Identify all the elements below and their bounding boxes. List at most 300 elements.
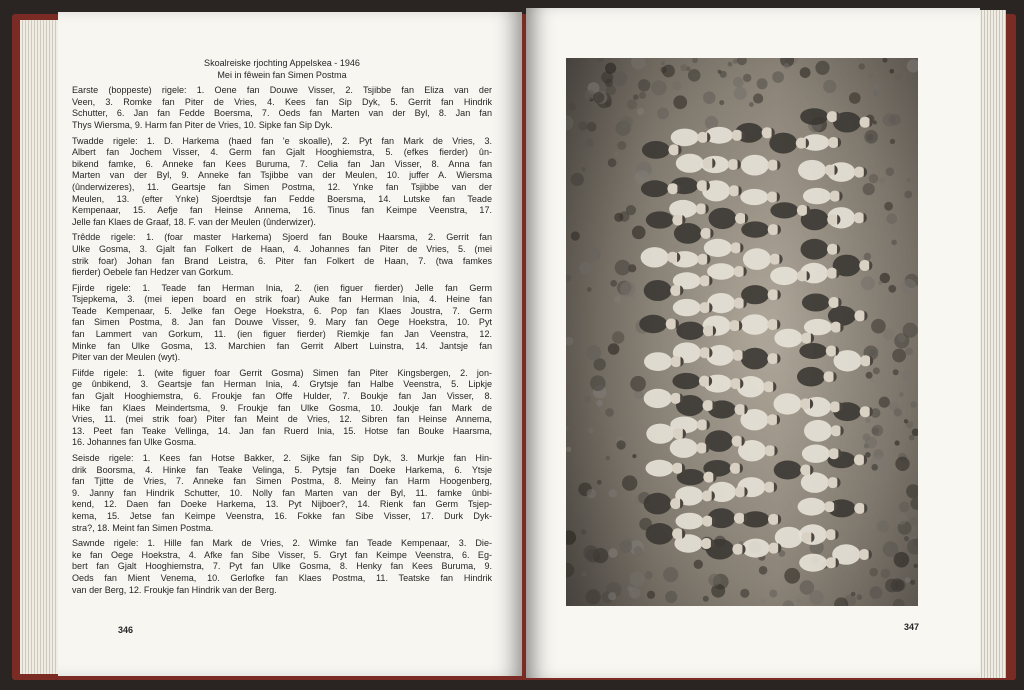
foliage-texture	[904, 419, 908, 423]
foliage-texture	[910, 517, 918, 525]
foliage-texture	[877, 520, 889, 532]
figure-body	[741, 348, 769, 370]
text-line: ge ûnbikend, 3. Geartsje fan Herman Inia, 4. Grytsje fan Halbe Veenstra, 5. Lipkje	[72, 379, 492, 390]
figure-head	[827, 214, 838, 225]
foliage-texture	[627, 99, 637, 109]
foliage-texture	[870, 586, 883, 599]
figure-head	[768, 224, 779, 235]
figure-body	[676, 513, 704, 530]
text-line: stra?, 18. Meint fan Simen Postma.	[72, 522, 214, 533]
figure-head	[829, 191, 840, 202]
figure-head	[697, 419, 708, 430]
figure-body	[642, 141, 670, 159]
figure-body	[644, 389, 672, 408]
figure-head	[826, 557, 837, 568]
foliage-texture	[809, 590, 824, 605]
foliage-texture	[593, 92, 604, 103]
text-line: bert fan Gjalt Hooghiemstra, 7. Pyt fan Ulke Gosma, 8. Henky fan Kees Buruma, 9.	[72, 561, 492, 572]
text-line: fan Lammert van Gorkum, 11. (ien figuer fierder) Riemkje fan Jan Veenstra, 12.	[72, 329, 492, 340]
foliage-texture	[893, 369, 899, 375]
foliage-texture	[688, 69, 701, 82]
figure-head	[735, 486, 746, 497]
foliage-texture	[665, 591, 677, 603]
foliage-texture	[614, 296, 621, 303]
foliage-texture	[734, 87, 747, 100]
text-line: Oeds fan Mient Venema, 10. Gerlofke fan Klaes Postma, 11. Teatske fan Hindrik	[72, 572, 492, 583]
figure-body	[802, 294, 830, 312]
foliage-texture	[909, 435, 915, 441]
figure-head	[668, 144, 679, 155]
foliage-texture	[873, 367, 880, 374]
figure-body	[646, 523, 674, 545]
foliage-texture	[889, 81, 894, 86]
foliage-texture	[587, 489, 597, 499]
figure-head	[699, 376, 710, 387]
foliage-texture	[720, 71, 727, 78]
page-number-left: 346	[118, 625, 134, 635]
figure-head	[734, 266, 745, 277]
figure-head	[696, 443, 707, 454]
figure-head	[826, 346, 837, 357]
figure-head	[762, 127, 773, 138]
figure-head	[827, 477, 838, 488]
figure-body	[641, 247, 669, 267]
text-line: Hike fan Klaes Meindertsma, 9. Froukje fan Ulke Gosma, 10. Joukje fan Mark de	[72, 402, 492, 413]
foliage-texture	[608, 343, 620, 355]
foliage-texture	[878, 281, 882, 285]
figure-head	[831, 425, 842, 436]
figure-head	[830, 322, 841, 333]
foliage-texture	[879, 397, 890, 408]
figure-body	[676, 322, 704, 340]
foliage-texture	[614, 213, 623, 222]
figure-body	[798, 160, 826, 180]
foliage-texture	[889, 114, 901, 126]
foliage-texture	[622, 475, 637, 490]
figure-body	[641, 180, 669, 197]
figure-head	[699, 275, 710, 286]
figure-head	[854, 310, 865, 321]
figure-head	[800, 398, 811, 409]
foliage-texture	[728, 62, 733, 67]
foliage-texture	[587, 287, 592, 292]
foliage-texture	[769, 590, 777, 598]
foliage-texture	[899, 502, 910, 513]
figure-head	[667, 252, 678, 263]
text-line: Schutter, 6. Jan fan Fedde Boersma, 7. Oeds fan Marten van der Byl, 8. Jan fan	[72, 108, 492, 119]
foliage-texture	[608, 548, 617, 557]
foliage-texture	[694, 560, 703, 569]
foliage-texture	[905, 577, 911, 583]
figure-head	[767, 414, 778, 425]
figure-body	[741, 314, 769, 335]
foliage-texture	[905, 348, 913, 356]
foliage-texture	[904, 536, 909, 541]
figure-head	[797, 270, 808, 281]
row-paragraph	[72, 368, 492, 449]
foliage-texture	[571, 173, 584, 186]
foliage-texture	[899, 392, 904, 397]
text-line: kend, 12. Daen fan Doeke Harkema, 13. Pyt Nijboer?, 14. Rienk fan Germ Tsjep-	[72, 499, 492, 510]
left-page-text	[72, 58, 492, 596]
foliage-texture	[583, 545, 599, 561]
figure-head	[763, 381, 774, 392]
figure-head	[699, 302, 710, 313]
figure-body	[644, 352, 672, 371]
text-line: Veen, 3. Romke fan Piter de Vries, 4. Kees fan Sip Dyk, 5. Gerrit fan Hindrik	[72, 96, 492, 107]
foliage-texture	[708, 574, 721, 587]
foliage-texture	[887, 213, 898, 224]
foliage-texture	[869, 568, 878, 577]
foliage-texture	[890, 139, 895, 144]
foliage-texture	[639, 92, 646, 99]
figure-body	[804, 420, 832, 442]
foliage-texture	[579, 262, 591, 274]
foliage-texture	[884, 202, 893, 211]
figure-head	[672, 528, 683, 539]
foliage-texture	[615, 260, 631, 276]
figure-body	[673, 299, 701, 316]
foliage-texture	[872, 427, 879, 434]
text-line: kema, 15. Jetse fan Keimpe Veenstra, 16. Fokke fan Sibe Visser, 17. Durk Dyk-	[72, 510, 492, 521]
row-paragraph	[72, 283, 492, 364]
foliage-texture	[703, 91, 716, 104]
foliage-texture	[904, 191, 912, 199]
figure-head	[730, 242, 741, 253]
figure-head	[703, 325, 714, 336]
foliage-texture	[797, 599, 801, 603]
figure-body	[770, 267, 798, 285]
foliage-texture	[897, 334, 905, 342]
foliage-texture	[800, 67, 811, 78]
foliage-texture	[634, 546, 643, 555]
figure-body	[671, 129, 699, 147]
foliage-texture	[571, 231, 580, 240]
figure-head	[828, 448, 839, 459]
figure-head	[859, 260, 870, 271]
row-paragraph	[72, 85, 492, 131]
text-line: Sawnde rigele: 1. Hille fan Mark de Vries, 2. Wimke fan Teade Kempenaar, 3. Die-	[72, 538, 492, 549]
foliage-texture	[865, 436, 877, 448]
foliage-texture	[663, 567, 678, 582]
foliage-texture	[733, 77, 744, 88]
figure-head	[697, 180, 708, 191]
figure-body	[740, 189, 768, 205]
foliage-texture	[597, 480, 602, 485]
foliage-texture	[673, 81, 682, 90]
figure-head	[696, 203, 707, 214]
text-line: drik Boorsma, 4. Hinke fan Teake Velinga, 5. Pytsje fan Doeke Harkema, 6. Ytsje	[72, 464, 492, 475]
text-line: Minke fan Ulke Gosma, 13. Marchien fan Gerrit Albert Luinstra, 14. Jantsje fan	[72, 340, 492, 351]
foliage-texture	[902, 370, 912, 380]
figure-body	[804, 319, 832, 335]
foliage-texture	[869, 174, 878, 183]
foliage-texture	[566, 447, 571, 452]
figure-head	[673, 428, 684, 439]
foliage-texture	[626, 205, 636, 215]
foliage-texture	[673, 95, 687, 109]
foliage-texture	[906, 178, 911, 183]
foliage-texture	[891, 240, 897, 246]
figure-body	[644, 493, 672, 515]
row-paragraph	[72, 232, 492, 278]
text-line: fan Tjitte de Vries, 7. Anneke fan Simen Postma, 8. Meiny fan Harm Hoogenberg,	[72, 476, 492, 487]
text-line: Seisde rigele: 1. Kees fan Hotse Bakker, 2. Sijke fan Sip Dyk, 3. Murkje fan Hin-	[72, 453, 492, 463]
figure-head	[703, 472, 714, 483]
figure-head	[828, 137, 839, 148]
text-line: Teade Kempenaar, 5. Jelke fan Oege Hoekstra, 6. Pop fan Klaes Joustra, 7. Germ	[72, 305, 492, 316]
figure-head	[735, 404, 746, 415]
foliage-texture	[616, 440, 625, 449]
foliage-texture	[910, 580, 915, 585]
figure-head	[729, 320, 740, 331]
text-line: fan Simen Postma, 8. Jan fan Douwe Visser, 9. Mary fan Oege Hoekstra, 10. Pyt	[72, 317, 492, 328]
figure-body	[741, 155, 769, 176]
foliage-texture	[586, 247, 601, 262]
figure-head	[830, 401, 841, 412]
figure-head	[768, 289, 779, 300]
row-descriptions	[72, 85, 492, 596]
figure-body	[741, 221, 769, 237]
row-paragraph	[72, 538, 492, 596]
figure-body	[802, 445, 830, 463]
text-line: 13. Peet fan Teake Vellinga, 14. Jan fan Ruerd Inia, 15. Hotse fan Bouke Haarsma,	[72, 425, 492, 436]
figure-head	[768, 514, 779, 525]
figure-body	[743, 248, 771, 270]
foliage-texture	[757, 78, 768, 89]
figure-body	[674, 223, 702, 244]
figure-body	[646, 424, 674, 444]
foliage-texture	[596, 400, 603, 407]
text-line: Thys Wiersma, 9. Harm fan Piter de Vries, 10. Sipke fan Sip Dyk.	[72, 119, 333, 130]
figure-head	[825, 529, 836, 540]
figure-body	[801, 239, 829, 260]
figure-head	[801, 333, 812, 344]
text-line: Piter van der Meulen (wyt).	[72, 352, 181, 363]
foliage-texture	[719, 100, 724, 105]
foliage-texture	[851, 592, 856, 597]
foliage-texture	[608, 158, 617, 167]
foliage-texture	[784, 63, 790, 69]
foliage-texture	[651, 80, 666, 95]
foliage-texture	[620, 540, 633, 553]
figure-head	[860, 355, 871, 366]
foliage-texture	[632, 454, 636, 458]
foliage-texture	[740, 589, 749, 598]
foliage-texture	[581, 571, 587, 577]
figure-head	[767, 353, 778, 364]
foliage-texture	[610, 280, 617, 287]
foliage-texture	[608, 592, 616, 600]
foliage-texture	[703, 596, 709, 602]
figure-head	[768, 543, 779, 554]
foliage-texture	[569, 103, 577, 111]
foliage-texture	[637, 108, 644, 115]
figure-head	[670, 285, 681, 296]
foliage-texture	[901, 279, 916, 294]
figure-body	[799, 554, 827, 572]
figure-head	[702, 158, 713, 169]
foliage-texture	[638, 79, 650, 91]
figure-head	[860, 406, 871, 417]
figure-head	[854, 503, 865, 514]
foliage-texture	[749, 102, 754, 107]
figure-head	[854, 167, 865, 178]
text-line: fan Gjalt Hooghiemstra, 6. Froukje fan Offe Hulder, 7. Boukje fan Jan Visser, 8.	[72, 391, 492, 402]
text-line: Kempenaar, 15. Aefje fan Heinse Annema, 16. Tinus fan Keimpe Veenstra, 17.	[72, 205, 492, 216]
foliage-texture	[911, 401, 917, 407]
foliage-texture	[761, 599, 765, 603]
foliage-texture	[784, 568, 800, 584]
foliage-texture	[627, 586, 633, 592]
row-paragraph	[72, 453, 492, 534]
text-line: (ûnderwizeres), 11. Geartsje fan Simen Postma, 12. Ynke fan Tsjibbe van der	[72, 181, 492, 192]
figure-body	[828, 306, 856, 326]
foliage-texture	[879, 178, 885, 184]
foliage-texture	[647, 591, 655, 599]
foliage-texture	[894, 408, 902, 416]
foliage-texture	[890, 69, 895, 74]
foliage-texture	[657, 108, 669, 120]
foliage-texture	[772, 71, 784, 83]
foliage-texture	[895, 73, 902, 80]
figure-head	[700, 228, 711, 239]
text-line: 9. Janny fan Hindrik Schutter, 10. Nolly fan Marten van der Byl, 11. famke ûnbi-	[72, 487, 492, 498]
figure-head	[800, 465, 811, 476]
text-line: Ulke Gosma, 3. Gjalt fan Folkert de Haan, 4. Johannes fan Piter de Vries, 5. (mei	[72, 243, 492, 254]
figure-head	[697, 254, 708, 265]
figure-head	[703, 400, 714, 411]
foliage-texture	[886, 167, 895, 176]
foliage-texture	[632, 226, 646, 240]
figure-body	[803, 188, 831, 204]
foliage-texture	[584, 396, 591, 403]
heading-title: Skoalreiske rjochting Appelskea - 1946	[204, 58, 360, 68]
text-line: Marten van der Byl, 9. Anneke fan Tsjibbe van der Meulen, 10. juffer A. Wiersma	[72, 170, 492, 181]
figure-head	[860, 117, 871, 128]
foliage-texture	[578, 121, 587, 130]
text-line: Tsjepkema, 3. (mei iepen board en strik foar) Auke fan Herman Inia, 4. Heine fan	[72, 294, 492, 305]
foliage-texture	[661, 61, 665, 65]
figure-head	[734, 298, 745, 309]
figure-body	[709, 208, 737, 229]
figure-head	[733, 350, 744, 361]
figure-head	[827, 244, 838, 255]
figure-body	[672, 373, 700, 389]
figure-head	[735, 213, 746, 224]
figure-head	[734, 513, 745, 524]
figure-head	[767, 192, 778, 203]
figure-head	[854, 212, 865, 223]
figure-body	[742, 539, 770, 558]
foliage-texture	[888, 285, 896, 293]
foliage-texture	[759, 566, 768, 575]
group-photo	[566, 58, 918, 606]
foliage-texture	[867, 134, 874, 141]
foliage-texture	[587, 122, 597, 132]
text-line: Earste (boppeste) rigele: 1. Oene fan Douwe Visser, 2. Tsjibbe fan Eliza van der	[72, 85, 492, 96]
figure-head	[825, 165, 836, 176]
figure-body	[770, 202, 798, 218]
foliage-texture	[911, 527, 916, 532]
page-heading	[72, 58, 492, 81]
foliage-texture	[892, 349, 906, 363]
figure-body	[646, 211, 674, 228]
figure-head	[827, 268, 838, 279]
foliage-texture	[617, 141, 626, 150]
figure-body	[670, 438, 698, 458]
figure-body	[704, 239, 732, 257]
row-paragraph	[72, 136, 492, 229]
figure-head	[666, 319, 677, 330]
figure-head	[670, 393, 681, 404]
foliage-texture	[753, 93, 763, 103]
figure-body	[774, 329, 802, 348]
text-line: 16. Johannes fan Ulke Gosma.	[72, 437, 197, 448]
figure-head	[767, 160, 778, 171]
foliage-texture	[645, 571, 653, 579]
figure-head	[730, 463, 741, 474]
figure-body	[799, 343, 827, 359]
figure-head	[672, 215, 683, 226]
foliage-texture	[586, 139, 594, 147]
figure-head	[732, 544, 743, 555]
foliage-texture	[581, 529, 587, 535]
text-line: strik foar) Johan fan Brand Leistra, 6. Piter fan Folkert de Haan, 7. (twa famkes	[72, 255, 492, 266]
figure-head	[769, 254, 780, 265]
foliage-texture	[903, 323, 918, 338]
foliage-texture	[614, 152, 618, 156]
figure-head	[672, 463, 683, 474]
foliage-texture	[859, 63, 865, 69]
foliage-texture	[605, 456, 610, 461]
figure-head	[797, 205, 808, 216]
text-line: van der Berg, 12. Froukje fan Hindrik van der Berg.	[72, 584, 277, 595]
figure-body	[676, 154, 704, 173]
foliage-texture	[630, 572, 645, 587]
figure-body	[774, 461, 802, 480]
foliage-texture	[680, 64, 687, 71]
page-edges-right	[976, 10, 1006, 678]
figure-head	[702, 516, 713, 527]
foliage-texture	[586, 345, 602, 361]
group-photo-image	[566, 58, 918, 606]
figure-body	[669, 200, 697, 218]
figure-body	[774, 393, 802, 414]
figure-head	[796, 138, 807, 149]
foliage-texture	[881, 569, 891, 579]
foliage-texture	[894, 552, 910, 568]
foliage-texture	[609, 489, 618, 498]
figure-head	[729, 185, 740, 196]
foliage-texture	[914, 564, 918, 568]
figure-head	[824, 501, 835, 512]
foliage-texture	[620, 281, 635, 296]
text-line: Meulen, 13. (efter Ynke) Sjoerdtsje fan Fedde Boersma, 14. Lutske fan Teade	[72, 193, 492, 204]
figure-body	[644, 280, 672, 301]
figure-head	[697, 132, 708, 143]
foliage-texture	[873, 83, 879, 89]
foliage-texture	[883, 329, 894, 340]
text-line: Jelle fan Klaes de Graaf, 18. F. van der Meulen (ûnderwizer).	[72, 216, 316, 227]
foliage-texture	[870, 378, 875, 383]
figure-head	[732, 436, 743, 447]
figure-head	[801, 532, 812, 543]
figure-head	[702, 490, 713, 501]
figure-head	[667, 183, 678, 194]
page-number-right: 347	[904, 622, 920, 632]
figure-body	[707, 263, 735, 279]
